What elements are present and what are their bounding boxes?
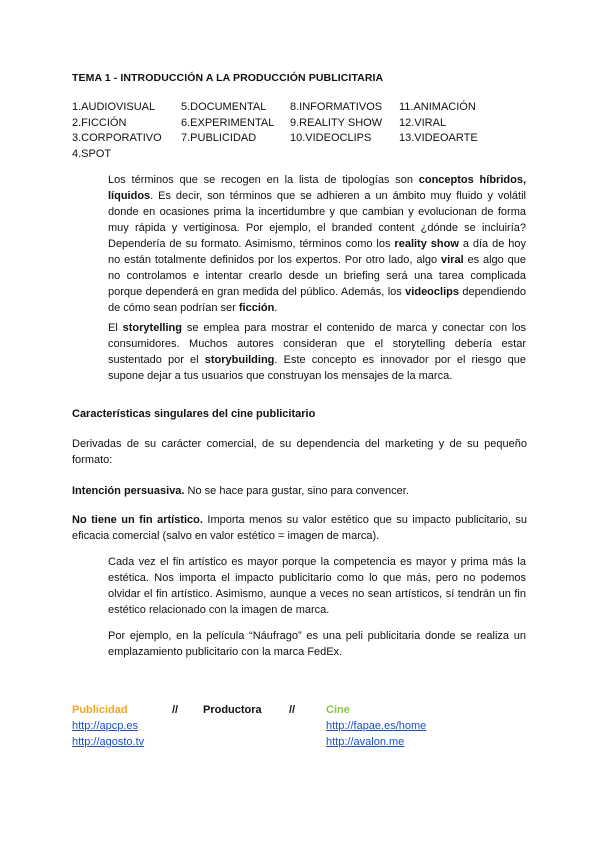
typology-item: 10.VIDEOCLIPS xyxy=(290,132,372,144)
paragraph-intro: Derivadas de su carácter comercial, de su dependencia del marketing y de su pequeño formato: xyxy=(72,438,527,466)
document-title: TEMA 1 - INTRODUCCIÓN A LA PRODUCCIÓN PUBLICITARIA xyxy=(72,72,384,84)
footer-link-row xyxy=(72,734,532,750)
paragraph-storytelling: El storytelling se emplea para mostrar el contenido de marca y conectar con los consumidores. Muchos autores consideran que el storytelling debería estar sustentado por el storybuilding. Este concepto es innovador por el riesgo que supone dejar a tus usuarios que construyan los mensajes de la marca. xyxy=(108,322,526,382)
separator: // xyxy=(289,704,296,716)
typology-list xyxy=(72,100,508,162)
footer-link-row xyxy=(72,718,532,734)
typology-item: 5.DOCUMENTAL xyxy=(181,101,267,113)
typology-row xyxy=(72,147,508,163)
typology-item: 12.VIRAL xyxy=(399,116,447,129)
typology-item: 13.VIDEOARTE xyxy=(399,132,478,144)
link-agosto[interactable]: http://agosto.tv xyxy=(72,736,145,748)
link-fapae[interactable]: http://fapae.es/home xyxy=(326,720,427,732)
typology-item: 1.AUDIOVISUAL xyxy=(72,101,156,113)
footer-header-row xyxy=(72,702,532,718)
productora-heading: Productora xyxy=(203,704,262,716)
paragraph-fin-artistico: No tiene un fin artístico. Importa menos su valor estético que su impacto publicitario, su eficacia comercial (salvo en valor estético = imagen de marca). xyxy=(72,514,527,542)
paragraph-fin-estetico: Cada vez el fin artístico es mayor porque la competencia es mayor y prima más la estética. Nos importa el impacto publicitario como lo que más, pero no podemos olvidar el fin artístico. Asimismo, aunque a veces no sean artísticos, sí tendrán un fin estético relacionado con la imagen de marca. xyxy=(108,556,526,616)
paragraph-intencion: Intención persuasiva. No se hace para gustar, sino para convencer. xyxy=(72,485,409,497)
typology-item: 7.PUBLICIDAD xyxy=(181,132,257,144)
publicidad-heading: Publicidad xyxy=(72,704,128,716)
typology-item: 9.REALITY SHOW xyxy=(290,116,383,129)
cine-heading: Cine xyxy=(326,704,350,716)
typology-item: 6.EXPERIMENTAL xyxy=(181,116,275,129)
typology-row xyxy=(72,131,508,147)
paragraph-naufrago: Por ejemplo, en la película “Náufrago” es una peli publicitaria donde se realiza un emplazamiento publicitario con la marca FedEx. xyxy=(108,630,526,658)
typology-item: 8.INFORMATIVOS xyxy=(290,101,383,113)
separator: // xyxy=(172,704,179,716)
typology-row xyxy=(72,100,508,116)
typology-item: 4.SPOT xyxy=(72,147,112,160)
typology-row xyxy=(72,116,508,132)
paragraph-hybrid-concepts: Los términos que se recogen en la lista de tipologías son conceptos híbridos, líquidos. Es decir, son términos que se adhieren a un ámbito muy fluido y volátil donde en ocasiones prima la incertidumbre y que cambian y evolucionan de forma muy rápida y vertiginosa. Por ejemplo, el branded content ¿dónde se incluiría? Dependería de su formato. Asimismo, términos como los reality show a día de hoy no están totalmente definidos por los expertos. Por otro lado, algo viral es algo que no controlamos e intentar crearlo desde un briefing será una tarea complicada porque dependerá en gran medida del público. Además, los videoclips dependiendo de cómo sean podrían ser ficción. xyxy=(108,174,527,314)
footer-links xyxy=(72,702,532,750)
link-apcp[interactable]: http://apcp.es xyxy=(72,720,139,732)
typology-item: 2.FICCIÓN xyxy=(72,116,127,129)
typology-item: 11.ANIMACIÓN xyxy=(399,101,476,113)
section-title: Características singulares del cine publicitario xyxy=(72,408,316,420)
typology-item: 3.CORPORATIVO xyxy=(72,132,162,144)
link-avalon[interactable]: http://avalon.me xyxy=(326,736,405,748)
